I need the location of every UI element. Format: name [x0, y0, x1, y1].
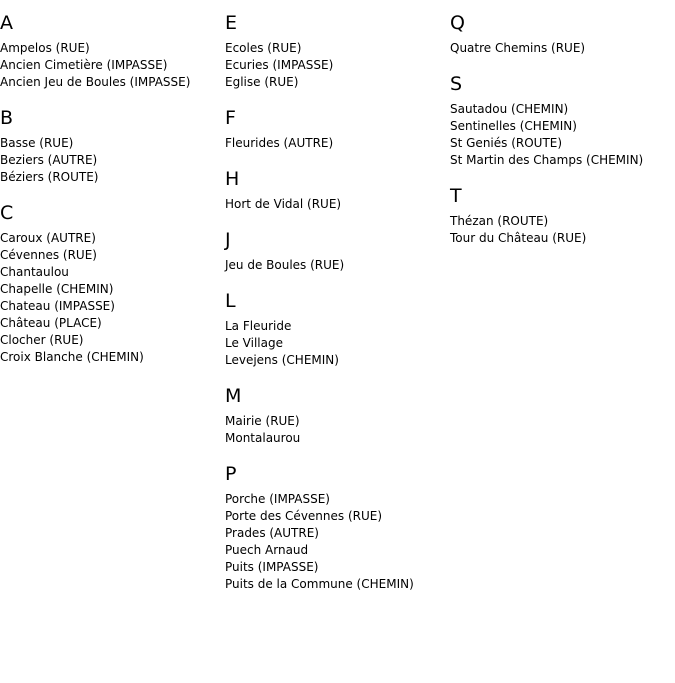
- letter-heading: A: [0, 12, 13, 34]
- street-list: [0, 40, 225, 91]
- letter-heading: F: [225, 107, 236, 129]
- street-list: [450, 101, 675, 169]
- street-item: Puech Arnaud: [225, 543, 309, 557]
- street-item: Montalaurou: [225, 431, 301, 445]
- street-item: Jeu de Boules (RUE): [225, 258, 345, 272]
- street-item: St Geniés (ROUTE): [450, 136, 563, 150]
- street-list: [225, 318, 450, 369]
- street-item: Chantaulou: [0, 265, 69, 279]
- street-item: Prades (AUTRE): [225, 526, 319, 540]
- letter-heading: J: [225, 229, 231, 251]
- street-item: St Martin des Champs (CHEMIN): [450, 153, 644, 167]
- letter-group-b: [0, 106, 225, 186]
- street-list: [225, 491, 450, 593]
- street-item: Chateau (IMPASSE): [0, 299, 115, 313]
- street-item: Croix Blanche (CHEMIN): [0, 350, 144, 364]
- letter-group-q: [450, 11, 675, 57]
- street-list: [0, 135, 225, 186]
- street-item: Ecuries (IMPASSE): [225, 58, 334, 72]
- street-item: Le Village: [225, 336, 283, 350]
- street-list: [225, 257, 450, 274]
- letter-group-m: [225, 384, 450, 447]
- street-list: [225, 135, 450, 152]
- street-list: [225, 196, 450, 213]
- letter-group-f: [225, 106, 450, 152]
- street-item: Levejens (CHEMIN): [225, 353, 339, 367]
- letter-group-j: [225, 228, 450, 274]
- street-item: Béziers (ROUTE): [0, 170, 99, 184]
- street-item: Puits (IMPASSE): [225, 560, 319, 574]
- letter-group-c: [0, 201, 225, 366]
- street-list: [450, 213, 675, 247]
- letter-group-e: [225, 11, 450, 91]
- street-item: Eglise (RUE): [225, 75, 299, 89]
- street-list: [225, 413, 450, 447]
- column-2: [225, 11, 450, 608]
- letter-heading: E: [225, 12, 238, 34]
- street-item: La Fleuride: [225, 319, 292, 333]
- letter-heading: B: [0, 107, 14, 129]
- letter-group-l: [225, 289, 450, 369]
- letter-group-h: [225, 167, 450, 213]
- street-item: Ampelos (RUE): [0, 41, 90, 55]
- street-item: Ancien Cimetière (IMPASSE): [0, 58, 168, 72]
- street-item: Porche (IMPASSE): [225, 492, 330, 506]
- street-item: Chapelle (CHEMIN): [0, 282, 114, 296]
- letter-group-a: [0, 11, 225, 91]
- street-item: Basse (RUE): [0, 136, 74, 150]
- street-item: Ancien Jeu de Boules (IMPASSE): [0, 75, 191, 89]
- street-item: Ecoles (RUE): [225, 41, 302, 55]
- street-item: Mairie (RUE): [225, 414, 300, 428]
- street-list: [225, 40, 450, 91]
- street-list: [0, 230, 225, 366]
- letter-group-t: [450, 184, 675, 247]
- street-item: Puits de la Commune (CHEMIN): [225, 577, 414, 591]
- column-3: [450, 11, 675, 262]
- letter-heading: M: [225, 385, 242, 407]
- street-item: Château (PLACE): [0, 316, 102, 330]
- letter-heading: C: [0, 202, 14, 224]
- street-item: Fleurides (AUTRE): [225, 136, 334, 150]
- letter-heading: H: [225, 168, 240, 190]
- street-item: Thézan (ROUTE): [450, 214, 549, 228]
- street-item: Hort de Vidal (RUE): [225, 197, 342, 211]
- letter-group-s: [450, 72, 675, 169]
- street-item: Cévennes (RUE): [0, 248, 97, 262]
- letter-group-p: [225, 462, 450, 593]
- street-item: Clocher (RUE): [0, 333, 84, 347]
- street-item: Porte des Cévennes (RUE): [225, 509, 383, 523]
- street-item: Beziers (AUTRE): [0, 153, 98, 167]
- street-item: Quatre Chemins (RUE): [450, 41, 586, 55]
- street-item: Sautadou (CHEMIN): [450, 102, 569, 116]
- street-item: Caroux (AUTRE): [0, 231, 96, 245]
- letter-heading: L: [225, 290, 236, 312]
- letter-heading: Q: [450, 12, 465, 34]
- column-1: [0, 11, 225, 381]
- letter-heading: T: [450, 185, 462, 207]
- letter-heading: S: [450, 73, 463, 95]
- letter-heading: P: [225, 463, 237, 485]
- street-item: Tour du Château (RUE): [450, 231, 587, 245]
- street-item: Sentinelles (CHEMIN): [450, 119, 577, 133]
- street-list: [450, 40, 675, 57]
